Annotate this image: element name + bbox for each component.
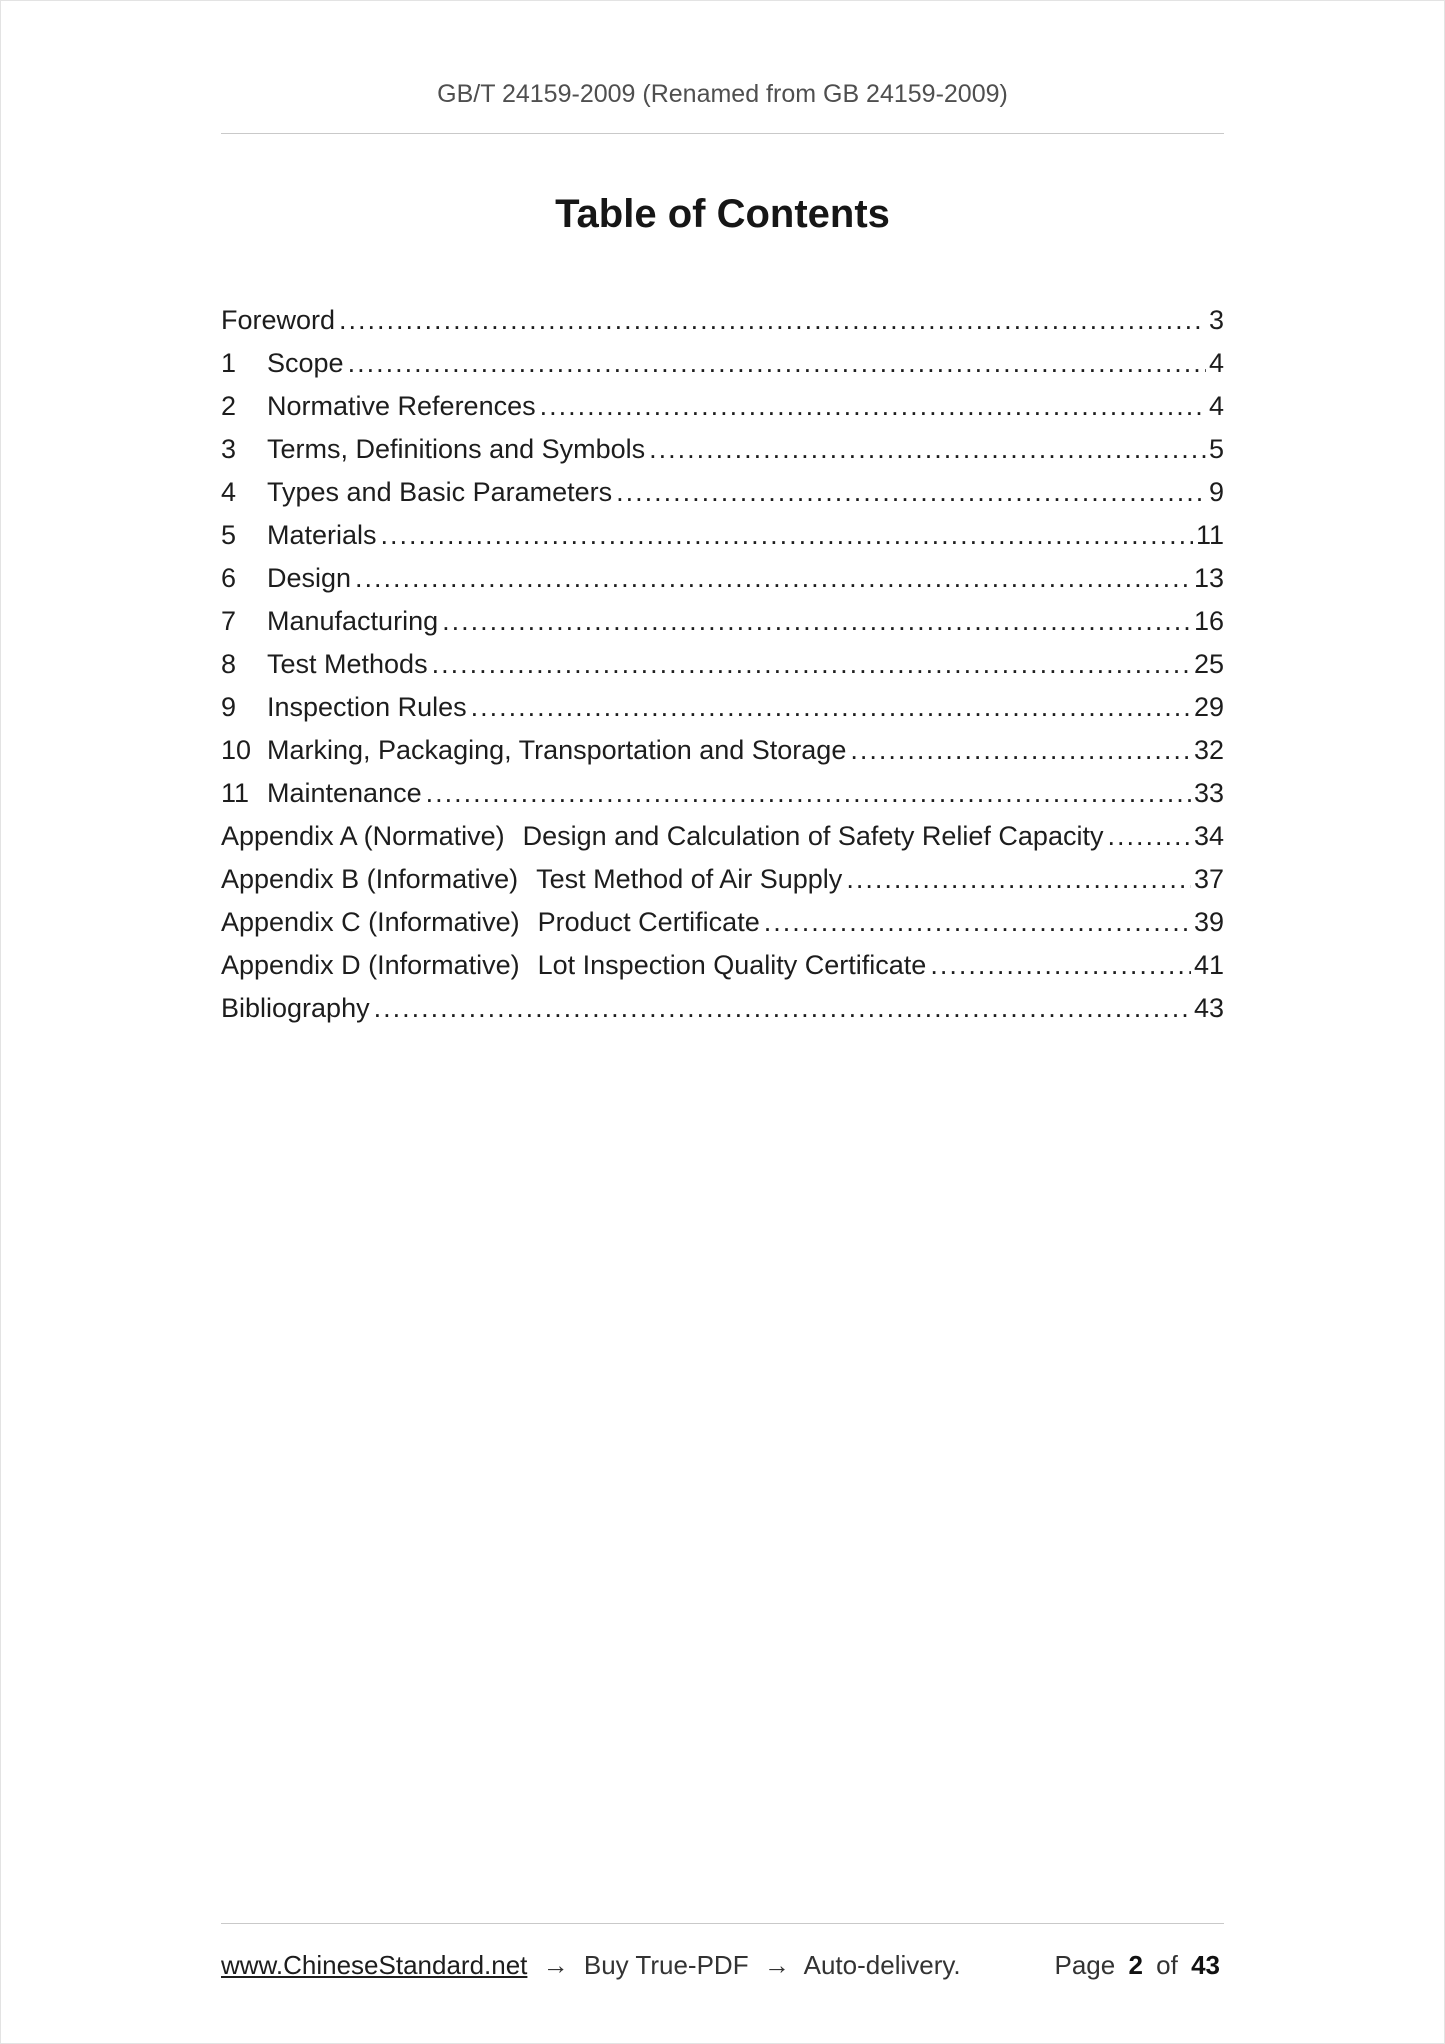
toc-dot-leader <box>471 691 1191 723</box>
toc-dot-leader <box>355 562 1191 594</box>
toc-dot-leader <box>764 906 1191 938</box>
toc-dot-leader <box>850 734 1191 766</box>
toc-entry-label: Design and Calculation of Safety Relief Capacity <box>522 821 1104 851</box>
toc-entry <box>221 433 1224 465</box>
toc-entry-label: Bibliography <box>221 993 370 1023</box>
table-of-contents <box>221 304 1224 1024</box>
toc-entry <box>221 906 1224 938</box>
toc-dot-leader <box>348 347 1206 379</box>
toc-entry-page: 13 <box>1193 563 1224 593</box>
footer-divider <box>221 1923 1224 1924</box>
toc-entry-page: 29 <box>1193 692 1224 722</box>
toc-entry-label: Maintenance <box>267 778 422 808</box>
document-reference: GB/T 24159-2009 (Renamed from GB 24159-2009) <box>437 80 1008 108</box>
header-divider <box>221 133 1224 134</box>
toc-entry-number: 5 <box>221 520 237 550</box>
toc-entry-number: 2 <box>221 391 237 421</box>
toc-entry-page: 43 <box>1193 993 1224 1023</box>
toc-entry-number: Appendix D (Informative) <box>221 950 520 980</box>
toc-entry-page: 37 <box>1193 864 1224 894</box>
toc-entry-number: Appendix C (Informative) <box>221 907 520 937</box>
toc-entry-number: 9 <box>221 692 237 722</box>
toc-dot-leader <box>432 648 1191 680</box>
toc-dot-leader <box>426 777 1191 809</box>
toc-entry <box>221 691 1224 723</box>
page-indicator <box>1052 1950 1224 1981</box>
toc-entry-page: 34 <box>1193 821 1224 851</box>
toc-entry <box>221 648 1224 680</box>
toc-entry <box>221 820 1224 852</box>
toc-entry-number: 4 <box>221 477 237 507</box>
toc-entry-page: 3 <box>1208 305 1224 335</box>
toc-entry-page: 33 <box>1193 778 1224 808</box>
toc-dot-leader <box>442 605 1191 637</box>
toc-dot-leader <box>374 992 1191 1024</box>
of-label: of <box>1156 1950 1178 1980</box>
toc-entry <box>221 390 1224 422</box>
toc-entry-label: Types and Basic Parameters <box>267 477 613 507</box>
toc-entry-label: Marking, Packaging, Transportation and Storage <box>267 735 847 765</box>
toc-entry-number: 11 <box>221 778 250 808</box>
toc-dot-leader <box>1107 820 1190 852</box>
toc-entry <box>221 304 1224 336</box>
toc-dot-leader <box>381 519 1193 551</box>
toc-entry-label: Foreword <box>221 305 336 335</box>
toc-entry-page: 9 <box>1208 477 1224 507</box>
toc-dot-leader <box>540 390 1206 422</box>
toc-entry-number: 7 <box>221 606 237 636</box>
toc-entry-label: Product Certificate <box>537 907 760 937</box>
arrow-icon: → <box>763 1950 790 1980</box>
toc-entry-label: Manufacturing <box>267 606 439 636</box>
toc-entry-label: Scope <box>267 348 344 378</box>
toc-entry <box>221 777 1224 809</box>
footer-info <box>221 1950 961 1981</box>
toc-entry <box>221 519 1224 551</box>
page-current-number: 2 <box>1128 1950 1143 1980</box>
toc-entry-page: 32 <box>1193 735 1224 765</box>
toc-entry-label: Terms, Definitions and Symbols <box>267 434 646 464</box>
toc-entry-page: 5 <box>1208 434 1224 464</box>
toc-entry <box>221 992 1224 1024</box>
toc-entry-label: Design <box>267 563 352 593</box>
toc-entry-number: 8 <box>221 649 237 679</box>
toc-entry <box>221 605 1224 637</box>
footer-buy-text: Buy True-PDF <box>583 1950 749 1980</box>
arrow-icon: → <box>542 1950 569 1980</box>
page-title: Table of Contents <box>555 192 890 236</box>
toc-entry-label: Lot Inspection Quality Certificate <box>537 950 927 980</box>
toc-entry-page: 4 <box>1208 391 1224 421</box>
toc-entry-label: Test Methods <box>267 649 428 679</box>
toc-entry-number: 6 <box>221 563 237 593</box>
toc-entry-page: 25 <box>1193 649 1224 679</box>
toc-entry-page: 41 <box>1193 950 1224 980</box>
toc-dot-leader <box>930 949 1191 981</box>
page-total-number: 43 <box>1191 1950 1220 1980</box>
toc-entry <box>221 476 1224 508</box>
toc-dot-leader <box>616 476 1206 508</box>
toc-entry-number: 1 <box>221 348 237 378</box>
toc-entry-label: Test Method of Air Supply <box>536 864 843 894</box>
toc-entry-number: Appendix A (Normative) <box>221 821 505 851</box>
toc-dot-leader <box>339 304 1206 336</box>
toc-entry-number: 3 <box>221 434 237 464</box>
toc-dot-leader <box>649 433 1206 465</box>
toc-entry-page: 11 <box>1195 520 1224 550</box>
toc-entry-number: Appendix B (Informative) <box>221 864 519 894</box>
toc-entry-page: 16 <box>1193 606 1224 636</box>
toc-entry-label: Materials <box>267 520 377 550</box>
toc-entry <box>221 863 1224 895</box>
toc-entry <box>221 562 1224 594</box>
toc-entry <box>221 949 1224 981</box>
footer-delivery-text: Auto-delivery. <box>803 1950 961 1980</box>
toc-dot-leader <box>846 863 1191 895</box>
toc-entry-page: 39 <box>1193 907 1224 937</box>
toc-entry <box>221 347 1224 379</box>
page-header <box>221 79 1224 134</box>
toc-entry-page: 4 <box>1208 348 1224 378</box>
chinesestandard-link[interactable]: www.ChineseStandard.net <box>221 1950 528 1980</box>
page-label: Page <box>1054 1950 1116 1980</box>
page-footer <box>221 1923 1224 1981</box>
toc-entry-number: 10 <box>221 735 252 765</box>
toc-entry-label: Inspection Rules <box>267 692 467 722</box>
toc-entry <box>221 734 1224 766</box>
toc-entry-label: Normative References <box>267 391 536 421</box>
